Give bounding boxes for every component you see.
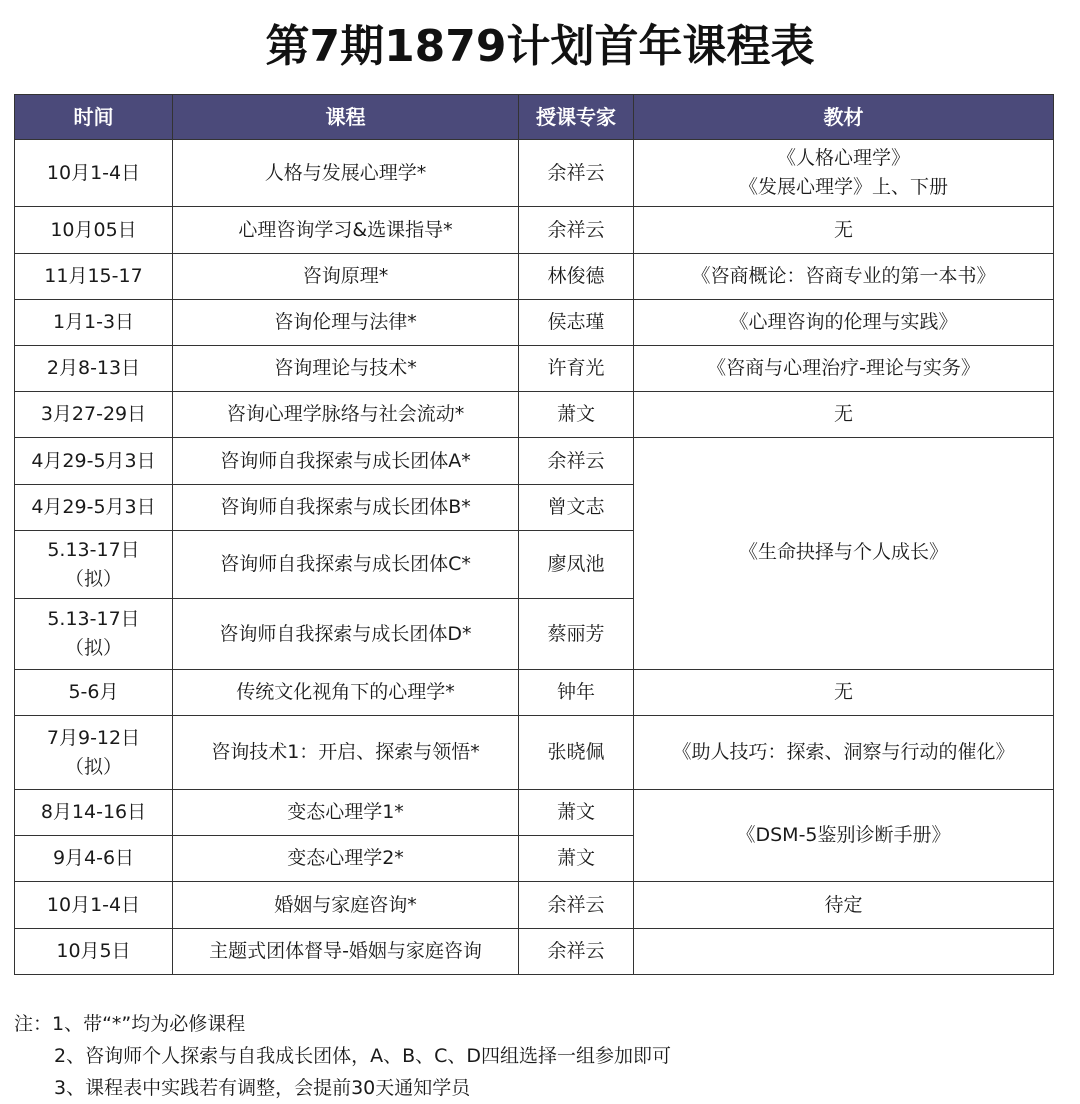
table-row: [15, 438, 1054, 485]
time-note: （拟）: [64, 637, 122, 659]
cell-teacher: 余祥云: [519, 140, 634, 207]
cell-time: 2月8-13日: [15, 346, 173, 392]
cell-time: 10月05日: [15, 207, 173, 254]
cell-material: [634, 140, 1054, 207]
cell-teacher: 余祥云: [519, 207, 634, 254]
table-row: [15, 300, 1054, 346]
table-header-row: [15, 95, 1054, 140]
cell-time: 5-6月: [15, 670, 173, 716]
cell-time: 3月27-29日: [15, 392, 173, 438]
cell-time: 9月4-6日: [15, 836, 173, 882]
cell-course: 咨询师自我探索与成长团体D*: [173, 599, 519, 670]
cell-time: 8月14-16日: [15, 790, 173, 836]
cell-course: 咨询师自我探索与成长团体A*: [173, 438, 519, 485]
header-teacher: 授课专家: [519, 95, 634, 140]
cell-teacher: 余祥云: [519, 882, 634, 929]
cell-time: 10月1-4日: [15, 140, 173, 207]
cell-material: 《咨商概论：咨商专业的第一本书》: [634, 254, 1054, 300]
table-row: [15, 716, 1054, 790]
material-line: 《发展心理学》上、下册: [738, 176, 948, 198]
table-row: [15, 392, 1054, 438]
cell-course: 咨询师自我探索与成长团体C*: [173, 531, 519, 599]
cell-teacher: 曾文志: [519, 485, 634, 531]
cell-teacher: 蔡丽芳: [519, 599, 634, 670]
header-material: 教材: [634, 95, 1054, 140]
course-schedule-table: [14, 94, 1054, 975]
cell-course: 咨询原理*: [173, 254, 519, 300]
cell-teacher: 余祥云: [519, 929, 634, 975]
cell-course: 传统文化视角下的心理学*: [173, 670, 519, 716]
cell-time: 4月29-5月3日: [15, 438, 173, 485]
cell-material: 《助人技巧：探索、洞察与行动的催化》: [634, 716, 1054, 790]
cell-course: 婚姻与家庭咨询*: [173, 882, 519, 929]
cell-time: 4月29-5月3日: [15, 485, 173, 531]
cell-material: 无: [634, 207, 1054, 254]
table-row: [15, 346, 1054, 392]
cell-time: [15, 599, 173, 670]
cell-time: 10月1-4日: [15, 882, 173, 929]
cell-teacher: 萧文: [519, 836, 634, 882]
cell-teacher: 萧文: [519, 790, 634, 836]
cell-teacher: 廖凤池: [519, 531, 634, 599]
cell-course: 主题式团体督导-婚姻与家庭咨询: [173, 929, 519, 975]
cell-teacher: 侯志瑾: [519, 300, 634, 346]
cell-teacher: 张晓佩: [519, 716, 634, 790]
table-row: [15, 929, 1054, 975]
table-row: [15, 207, 1054, 254]
note-line: 2、咨询师个人探索与自我成长团体，A、B、C、D四组选择一组参加即可: [54, 1045, 672, 1067]
time-line: 5.13-17日: [47, 608, 140, 630]
header-time: 时间: [15, 95, 173, 140]
cell-course: 咨询伦理与法律*: [173, 300, 519, 346]
cell-material: 《DSM-5鉴别诊断手册》: [634, 790, 1054, 882]
cell-course: 心理咨询学习&选课指导*: [173, 207, 519, 254]
time-note: （拟）: [64, 567, 122, 590]
time-line: 5.13-17日: [47, 538, 140, 561]
note-line: 注：1、带“*”均为必修课程: [14, 1013, 246, 1035]
cell-time: [15, 716, 173, 790]
cell-material: 无: [634, 392, 1054, 438]
time-line: 7月9-12日: [46, 726, 141, 749]
cell-teacher: 许育光: [519, 346, 634, 392]
cell-time: 1月1-3日: [15, 300, 173, 346]
cell-material: 无: [634, 670, 1054, 716]
cell-time: 11月15-17: [15, 254, 173, 300]
cell-teacher: 余祥云: [519, 438, 634, 485]
cell-course: 咨询技术1：开启、探索与领悟*: [173, 716, 519, 790]
header-course: 课程: [173, 95, 519, 140]
cell-material: 《心理咨询的伦理与实践》: [634, 300, 1054, 346]
cell-material: 《生命抉择与个人成长》: [634, 438, 1054, 670]
cell-time: 10月5日: [15, 929, 173, 975]
table-row: [15, 254, 1054, 300]
material-line: 《人格心理学》: [776, 147, 910, 169]
notes-section: [14, 1008, 671, 1104]
cell-course: 人格与发展心理学*: [173, 140, 519, 207]
time-note: （拟）: [64, 755, 122, 778]
cell-time: [15, 531, 173, 599]
table-row: [15, 670, 1054, 716]
cell-teacher: 林俊德: [519, 254, 634, 300]
cell-course: 咨询师自我探索与成长团体B*: [173, 485, 519, 531]
page-title: 第7期1879计划首年课程表: [265, 21, 815, 72]
cell-course: 咨询心理学脉络与社会流动*: [173, 392, 519, 438]
cell-course: 咨询理论与技术*: [173, 346, 519, 392]
cell-material: [634, 929, 1054, 975]
note-line: 3、课程表中实践若有调整，会提前30天通知学员: [54, 1077, 471, 1099]
cell-teacher: 钟年: [519, 670, 634, 716]
cell-teacher: 萧文: [519, 392, 634, 438]
cell-course: 变态心理学2*: [173, 836, 519, 882]
table-row: [15, 790, 1054, 836]
table-row: [15, 882, 1054, 929]
cell-material: 待定: [634, 882, 1054, 929]
cell-course: 变态心理学1*: [173, 790, 519, 836]
cell-material: 《咨商与心理治疗-理论与实务》: [634, 346, 1054, 392]
table-row: [15, 140, 1054, 207]
